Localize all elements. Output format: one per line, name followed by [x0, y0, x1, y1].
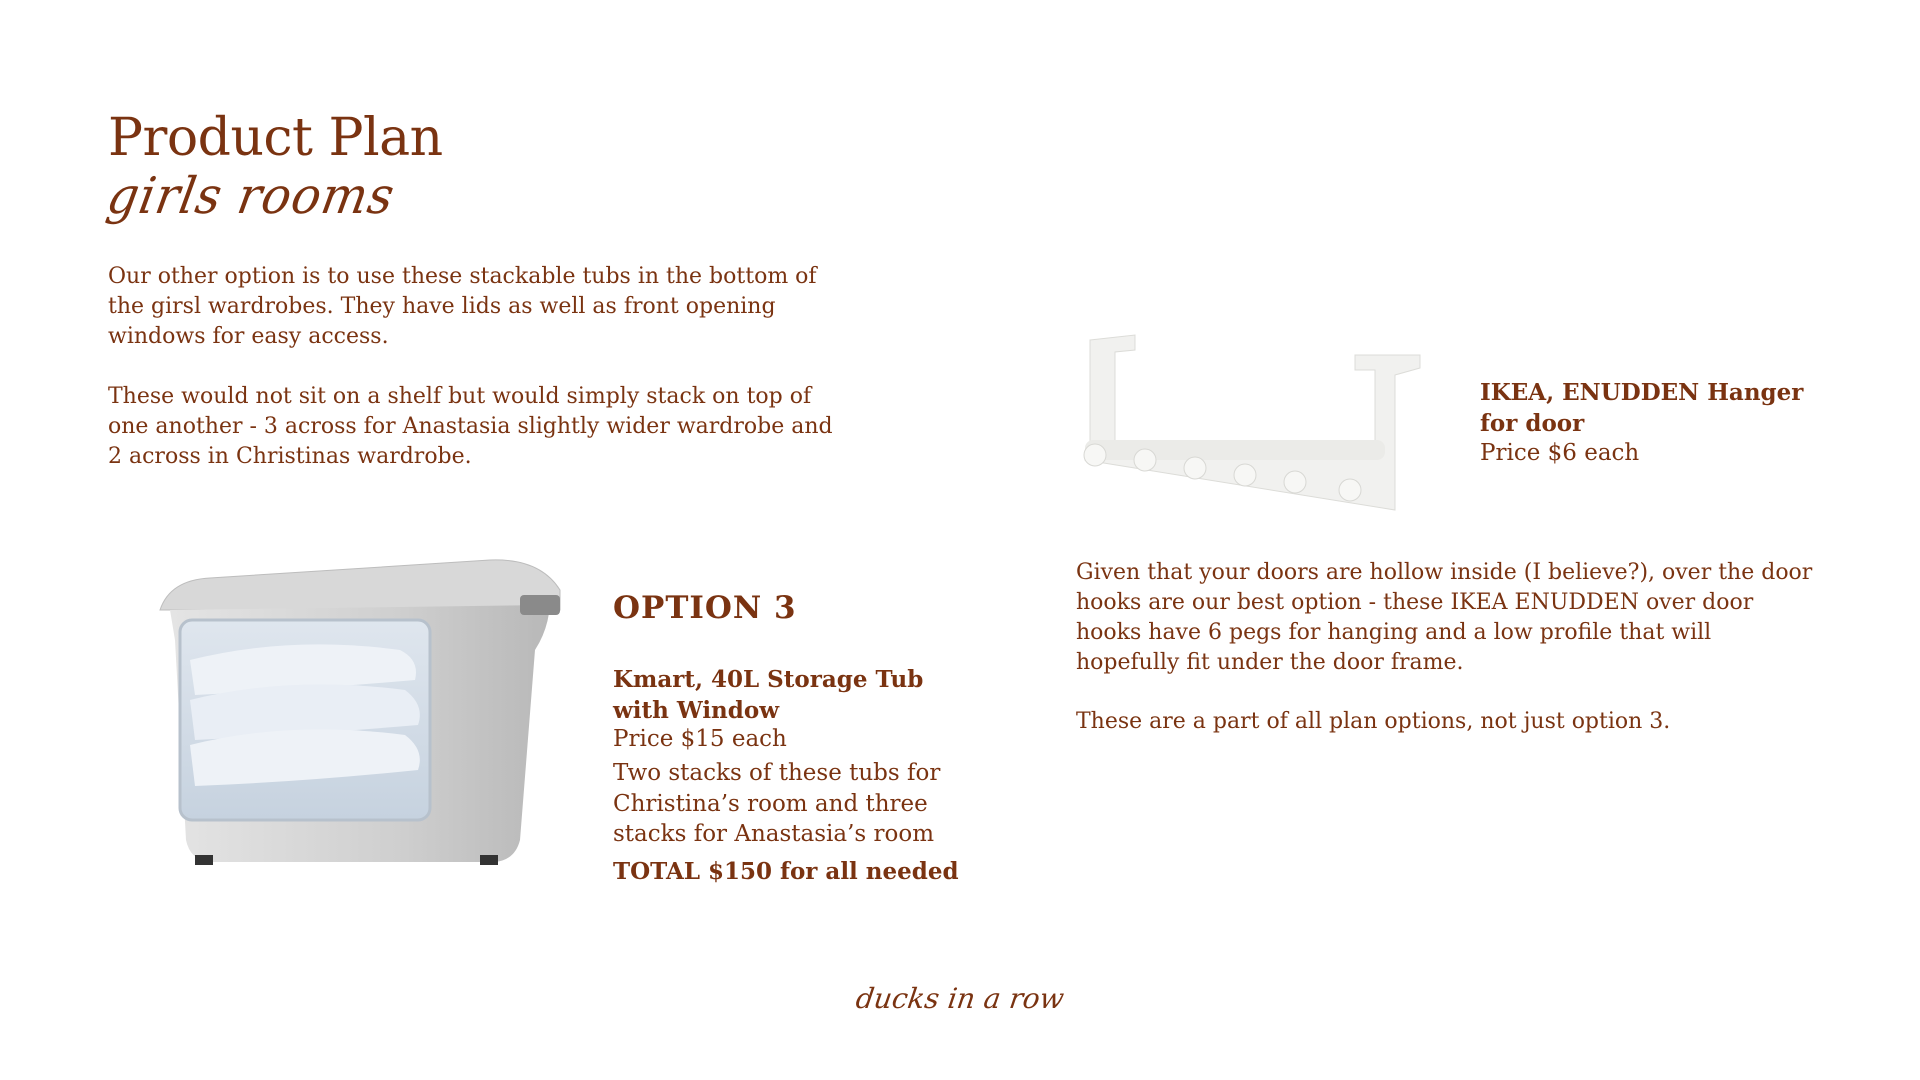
hook-paragraph-2: These are a part of all plan options, not just option 3. [1076, 709, 1671, 734]
tub-price: Price $15 each [613, 726, 787, 752]
footer-brand: ducks in a row [853, 982, 1067, 1015]
hook-paragraph-1: Given that your doors are hollow inside (I believe?), over the door hooks are our best option - these IKEA ENUDDEN over door hooks have 6 pegs for hanging and a low profile that will hopefully fit under the door frame. [1076, 560, 1813, 675]
hook-price: Price $6 each [1480, 440, 1640, 466]
door-hanger-image [1075, 330, 1445, 530]
intro-paragraph-1: Our other option is to use these stackable tubs in the bottom of the girsl wardrobes. They have lids as well as front opening windows for easy access. [108, 264, 817, 349]
tub-product-name: Kmart, 40L Storage Tub with Window [613, 666, 924, 724]
hook-product-name: IKEA, ENUDDEN Hanger for door [1480, 379, 1804, 437]
page-subtitle: girls rooms [102, 166, 400, 226]
option-heading: OPTION 3 [613, 590, 797, 626]
tub-description: Two stacks of these tubs for Christina’s room and three stacks for Anastasia’s room [613, 760, 941, 847]
tub-total: TOTAL $150 for all needed [613, 858, 959, 885]
storage-tub-image [150, 550, 570, 880]
intro-paragraph-2: These would not sit on a shelf but would simply stack on top of one another - 3 across for Anastasia slightly wider wardrobe and 2 across in Christinas wardrobe. [108, 384, 833, 469]
page-title: Product Plan [108, 108, 443, 168]
